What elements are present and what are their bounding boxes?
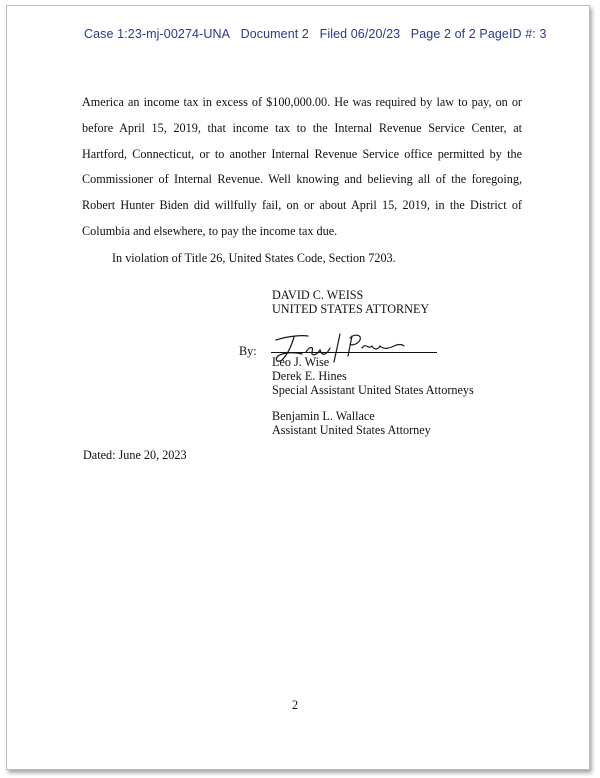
assistant-title: Assistant United States Attorney	[272, 423, 431, 437]
page-id: Page 2 of 2 PageID #: 3	[410, 27, 547, 41]
case-header	[84, 27, 554, 41]
assistant-name: Benjamin L. Wallace	[272, 409, 375, 423]
signature-line	[271, 352, 437, 353]
body-line: Robert Hunter Biden did willfully fail, on or about April 15, 2019, in the District of	[82, 198, 522, 213]
violation-statement: In violation of Title 26, United States Code, Section 7203.	[112, 251, 396, 265]
signer-name: Leo J. Wise	[272, 355, 330, 369]
case-number: Case 1:23-mj-00274-UNA	[84, 27, 231, 41]
signer-title: Special Assistant United States Attorneys	[272, 383, 474, 397]
body-line: Hartford, Connecticut, or to another Internal Revenue Service office permitted by the	[82, 146, 522, 161]
attorney-name: DAVID C. WEISS	[272, 288, 364, 302]
attorney-title: UNITED STATES ATTORNEY	[272, 302, 430, 316]
body-line: Columbia and elsewhere, to pay the income tax due.	[82, 223, 338, 238]
page-number: 2	[292, 698, 299, 712]
document-number: Document 2	[240, 27, 309, 41]
by-label: By:	[239, 344, 257, 358]
body-line: America an income tax in excess of $100,000.00. He was required by law to pay, on or	[82, 95, 522, 109]
body-paragraph	[82, 90, 522, 245]
dated-line: Dated: June 20, 2023	[83, 448, 187, 462]
body-line: before April 15, 2019, that income tax to the Internal Revenue Service Center, at	[82, 120, 522, 135]
filed-date: Filed 06/20/23	[319, 27, 401, 41]
signer-name: Derek E. Hines	[272, 369, 347, 383]
body-line: Commissioner of Internal Revenue. Well knowing and believing all of the foregoing,	[82, 172, 522, 187]
